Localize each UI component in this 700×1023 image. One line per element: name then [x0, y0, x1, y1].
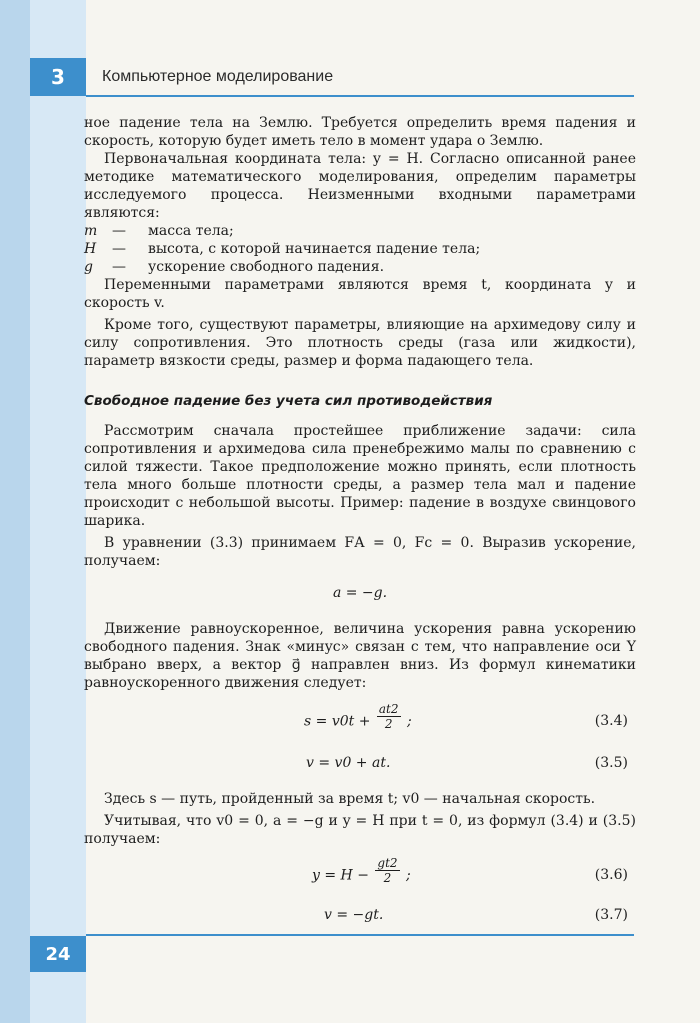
chapter-number-badge: 3 [30, 58, 86, 96]
equation-number: (3.7) [594, 907, 628, 923]
paragraph-6: В уравнении (3.3) принимаем FА = 0, Fс = 0. Выразив ускорение, получаем: [84, 535, 636, 569]
param-symbol: g [84, 259, 93, 275]
param-dash: — [112, 241, 126, 257]
fraction [377, 702, 401, 731]
fraction [375, 856, 399, 885]
param-text: масса тела; [148, 223, 234, 239]
page-body [84, 114, 636, 924]
equation-expression: v = −gt. [324, 907, 384, 923]
header-divider [86, 95, 634, 97]
param-symbol: m [84, 223, 98, 239]
fraction-denominator: 2 [383, 871, 392, 885]
param-dash: — [112, 223, 126, 239]
equation-3-7 [84, 906, 636, 924]
param-text: высота, с которой начинается падение тела; [148, 241, 481, 257]
paragraph-5: Рассмотрим сначала простейшее приближение задачи: сила сопротивления и архимедова сила пренебрежимо малы по сравнению с силой тяжести. Такое предположение можно принять, если плотность тела много больше плотности среды, а размер тела мал и падение происходит с небольшой высоты. Пример: падение в воздухе свинцового шарика. [84, 423, 636, 529]
list-item [84, 258, 636, 276]
paragraph-3: Переменными параметрами являются время t, координата y и скорость v. [84, 277, 636, 311]
equation-tail: ; [406, 713, 412, 730]
list-item [84, 240, 636, 258]
footer-divider [86, 934, 634, 936]
fraction-numerator: at2 [378, 702, 399, 716]
equation-number: (3.5) [594, 755, 628, 771]
page-number-badge: 24 [30, 936, 86, 972]
equation-3-4 [84, 704, 636, 738]
equation-expression: v = v0 + at. [306, 755, 391, 771]
page-margin-band [0, 0, 30, 1023]
equation-3-6 [84, 858, 636, 892]
equation-expression [304, 702, 412, 731]
equation-number: (3.6) [594, 867, 628, 883]
equation-3-5 [84, 754, 636, 772]
section-heading: Свободное падение без учета сил противодействия [84, 393, 493, 409]
paragraph-1: ное падение тела на Землю. Требуется определить время падения и скорость, которую будет иметь тело в момент удара о Землю. [84, 115, 636, 149]
list-item [84, 222, 636, 240]
paragraph-8: Здесь s — путь, пройденный за время t; v0 — начальная скорость. [104, 791, 596, 807]
equation-tail: ; [405, 867, 411, 884]
equation-expression [312, 856, 411, 885]
chapter-title: Компьютерное моделирование [102, 68, 334, 85]
equation-lhs: s = v0t + [304, 713, 371, 730]
parameter-list [84, 222, 636, 276]
param-symbol: H [84, 241, 97, 257]
equation-lhs: y = H − [312, 867, 369, 884]
paragraph-9: Учитывая, что v0 = 0, a = −g и y = H при t = 0, из формул (3.4) и (3.5) получаем: [84, 813, 636, 847]
page-margin-band-light [30, 0, 86, 1023]
param-dash: — [112, 259, 126, 275]
fraction-denominator: 2 [384, 717, 393, 731]
paragraph-2: Первоначальная координата тела: y = H. Согласно описанной ранее методике математического моделирования, определим параметры исследуемого процесса. Неизменными входными параметрами являются: [84, 151, 636, 221]
param-text: ускорение свободного падения. [148, 259, 385, 275]
fraction-numerator: gt2 [377, 856, 398, 870]
paragraph-4: Кроме того, существуют параметры, влияющие на архимедову силу и силу сопротивления. Это плотность среды (газа или жидкости), параметр вязкости среды, размер и форма падающего тела. [84, 317, 636, 369]
paragraph-7: Движение равноускоренное, величина ускорения равна ускорению свободного падения. Знак «минус» связан с тем, что направление оси Y выбрано вверх, а вектор g⃗ направлен вниз. Из формул кинематики равноускоренного движения следует: [84, 621, 636, 691]
formula-acceleration: a = −g. [332, 585, 388, 601]
equation-number: (3.4) [594, 713, 628, 729]
